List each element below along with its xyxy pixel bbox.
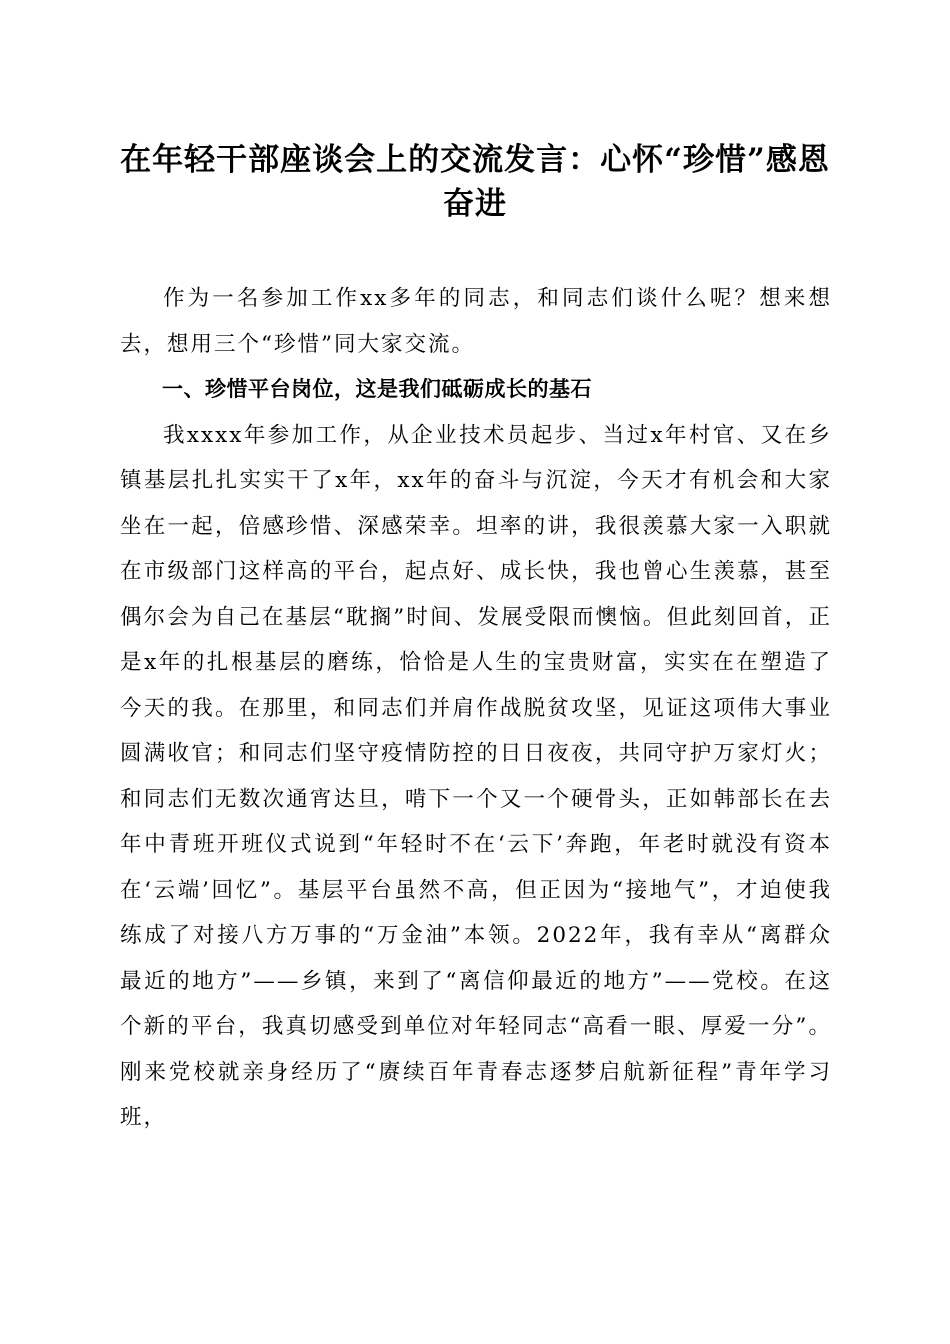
section-1-heading: 一、珍惜平台岗位，这是我们砥砺成长的基石 [162,377,592,401]
document-body [120,276,832,1141]
intro-paragraph: 作为一名参加工作xx多年的同志，和同志们谈什么呢？想来想去，想用三个“珍惜”同大家交流。 [120,286,832,357]
document-title: 在年轻干部座谈会上的交流发言：心怀“珍惜”感恩奋进 [120,142,830,222]
section-1-paragraph: 我xxxx年参加工作，从企业技术员起步、当过x年村官、又在乡镇基层扎扎实实干了x年，xx年的奋斗与沉淀，今天才有机会和大家坐在一起，倍感珍惜、深感荣幸。坦率的讲，我很羡慕大家一入职就在市级部门这样高的平台，起点好、成长快，我也曾心生羡慕，甚至偶尔会为自己在基层“耽搁”时间、发展受限而懊恼。但此刻回首，正是x年的扎根基层的磨练，恰恰是人生的宝贵财富，实实在在塑造了今天的我。在那里，和同志们并肩作战脱贫攻坚，见证这项伟大事业圆满收官；和同志们坚守疫情防控的日日夜夜，共同守护万家灯火；和同志们无数次通宵达旦，啃下一个又一个硬骨头，正如韩部长在去年中青班开班仪式说到“年轻时不在‘云下’奔跑，年老时就没有资本在‘云端’回忆”。基层平台虽然不高，但正因为“接地气”，才迫使我练成了对接八方万事的“万金油”本领。2022年，我有幸从“离群众最近的地方”——乡镇，来到了“离信仰最近的地方”——党校。在这个新的平台，我真切感受到单位对年轻同志“高看一眼、厚爱一分”。刚来党校就亲身经历了“赓续百年青春志逐梦启航新征程”青年学习班， [120,422,832,1130]
